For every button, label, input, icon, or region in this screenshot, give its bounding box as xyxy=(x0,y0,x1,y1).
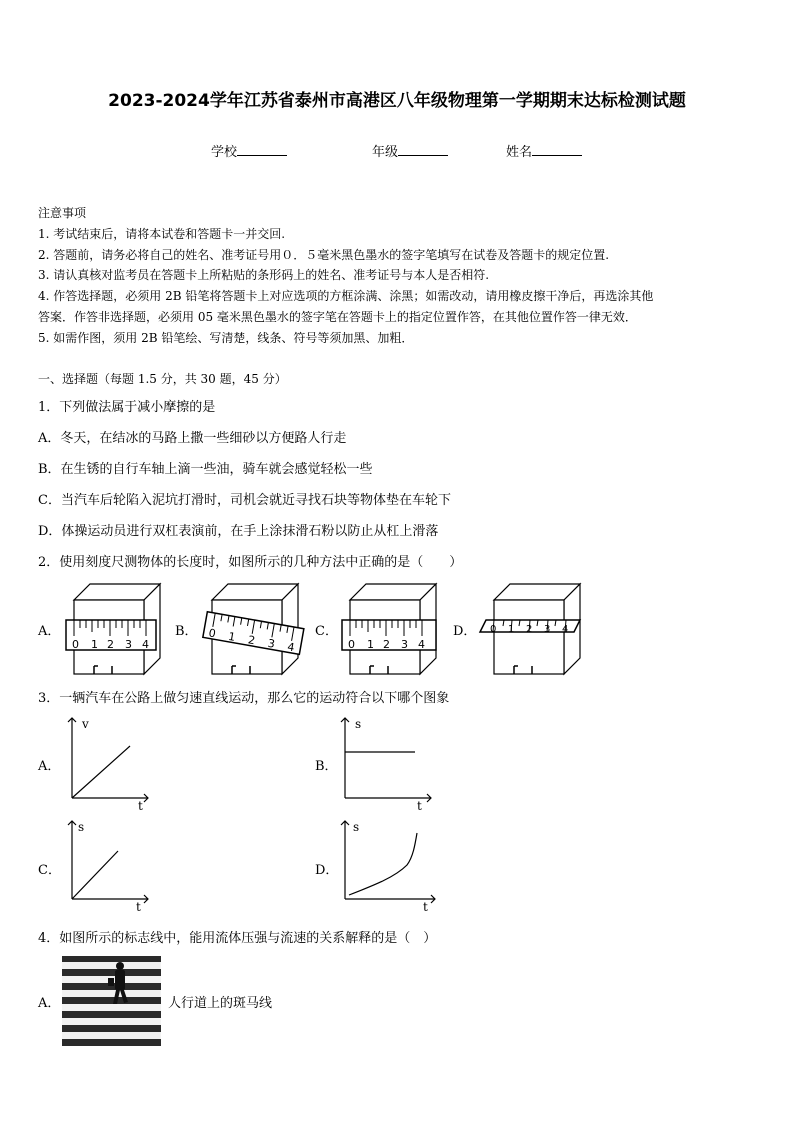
q2-a-tick-label: 2 xyxy=(107,638,114,651)
q3-a-x-label: t xyxy=(138,799,143,813)
page-title: 2023-2024学年江苏省泰州市高港区八年级物理第一学期期末达标检测试题 xyxy=(108,91,686,111)
q4-option-a-label: A． xyxy=(38,996,61,1011)
q2-figure-c xyxy=(336,580,446,675)
question-2-stem: 2．使用刻度尺测物体的长度时，如图所示的几种方法中正确的是（ ） xyxy=(38,555,463,570)
q2-c-tick-label: 2 xyxy=(383,638,390,651)
notice-item: 2. 答题前，请务必将自己的姓名、准考证号用０．５毫米黑色墨水的签字笔填写在试卷及答题卡的规定位置. xyxy=(38,248,610,262)
q2-option-b-label: B． xyxy=(175,624,198,639)
q2-b-tick-label: 1 xyxy=(227,629,237,644)
question-1-option-b: B．在生锈的自行车轴上滴一些油，骑车就会感觉轻松一些 xyxy=(38,462,373,477)
question-3-stem: 3．一辆汽车在公路上做匀速直线运动，那么它的运动符合以下哪个图象 xyxy=(38,691,450,706)
zebra-crossing-photo xyxy=(62,956,161,1046)
q2-option-c-label: C． xyxy=(315,624,338,639)
question-1-option-a: A．冬天，在结冰的马路上撒一些细砂以方便路人行走 xyxy=(38,431,347,446)
name-blank xyxy=(532,143,582,156)
grade-label: 年级 xyxy=(372,145,399,160)
question-1-option-d: D．体操运动员进行双杠表演前，在手上涂抹滑石粉以防止从杠上滑落 xyxy=(38,524,439,539)
q3-b-x-label: t xyxy=(417,799,422,813)
q3-graph-b xyxy=(335,712,440,812)
q2-a-tick-label: 4 xyxy=(142,638,149,651)
q3-graph-c xyxy=(62,815,157,915)
notice-item: 5. 如需作图，须用 2B 铅笔绘、写清楚，线条、符号等须加黑、加粗． xyxy=(38,331,414,345)
school-blank xyxy=(237,143,287,156)
q2-c-tick-label: 4 xyxy=(418,638,425,651)
q2-d-tick-label: 4 xyxy=(562,624,569,635)
school-label: 学校 xyxy=(211,145,238,160)
q2-d-tick-label: 1 xyxy=(508,624,515,635)
q4-option-a-text: 人行道上的斑马线 xyxy=(168,996,273,1011)
q2-figure-d xyxy=(474,580,589,675)
q3-a-y-label: v xyxy=(82,717,89,731)
q3-option-d-label: D． xyxy=(315,863,339,878)
q3-d-y-label: s xyxy=(353,820,360,834)
q2-d-tick-label: 2 xyxy=(526,624,533,635)
q3-option-c-label: C． xyxy=(38,863,61,878)
question-1-stem: 1．下列做法属于减小摩擦的是 xyxy=(38,400,216,415)
q2-b-tick-label: 2 xyxy=(246,633,257,648)
q3-option-b-label: B． xyxy=(315,759,338,774)
question-1-option-c: C．当汽车后轮陷入泥坑打滑时，司机会就近寻找石块等物体垫在车轮下 xyxy=(38,493,451,508)
grade-blank xyxy=(398,143,448,156)
q2-figure-a xyxy=(60,580,165,675)
grade-field xyxy=(372,141,448,160)
name-label: 姓名 xyxy=(506,145,533,160)
notice-item: 3. 请认真核对监考员在答题卡上所粘贴的条形码上的姓名、准考证号与本人是否相符. xyxy=(38,268,490,282)
q2-a-tick-label: 1 xyxy=(91,638,98,651)
q2-c-tick-label: 1 xyxy=(367,638,374,651)
q2-figure-b xyxy=(198,580,308,675)
q3-graph-d xyxy=(335,815,445,915)
q3-d-x-label: t xyxy=(423,900,428,914)
school-field xyxy=(211,141,287,160)
q2-option-d-label: D． xyxy=(453,624,477,639)
q3-option-a-label: A． xyxy=(38,759,61,774)
q2-b-tick-label: 0 xyxy=(207,626,217,641)
q2-option-a-label: A． xyxy=(38,624,61,639)
notice-heading: 注意事项 xyxy=(38,206,87,220)
q2-b-tick-label: 4 xyxy=(286,640,296,655)
q2-d-tick-label: 3 xyxy=(544,624,551,635)
section-heading: 一、选择题（每题 1.5 分，共 30 题，45 分） xyxy=(38,372,287,386)
q2-a-tick-label: 0 xyxy=(72,638,79,651)
question-4-stem: 4．如图所示的标志线中，能用流体压强与流速的关系解释的是（ ） xyxy=(38,931,437,946)
notice-item: 答案．作答非选择题，必须用 05 毫米黑色墨水的签字笔在答题卡上的指定位置作答，在其他位置作答一律无效． xyxy=(38,310,637,324)
q2-c-tick-label: 0 xyxy=(348,638,355,651)
q3-c-y-label: s xyxy=(78,820,85,834)
q2-d-tick-label: 0 xyxy=(490,624,497,635)
q2-b-tick-label: 3 xyxy=(266,636,276,651)
notice-item: 4. 作答选择题，必须用 2B 铅笔将答题卡上对应选项的方框涂满、涂黑；如需改动，请用橡皮擦干净后，再选涂其他 xyxy=(38,289,654,303)
q3-c-x-label: t xyxy=(136,900,141,914)
q2-c-tick-label: 3 xyxy=(401,638,408,651)
q3-graph-a xyxy=(62,712,157,812)
q3-b-y-label: s xyxy=(355,717,362,731)
notice-item: 1. 考试结束后，请将本试卷和答题卡一并交回. xyxy=(38,227,286,241)
name-field xyxy=(506,141,582,160)
q2-a-tick-label: 3 xyxy=(125,638,132,651)
